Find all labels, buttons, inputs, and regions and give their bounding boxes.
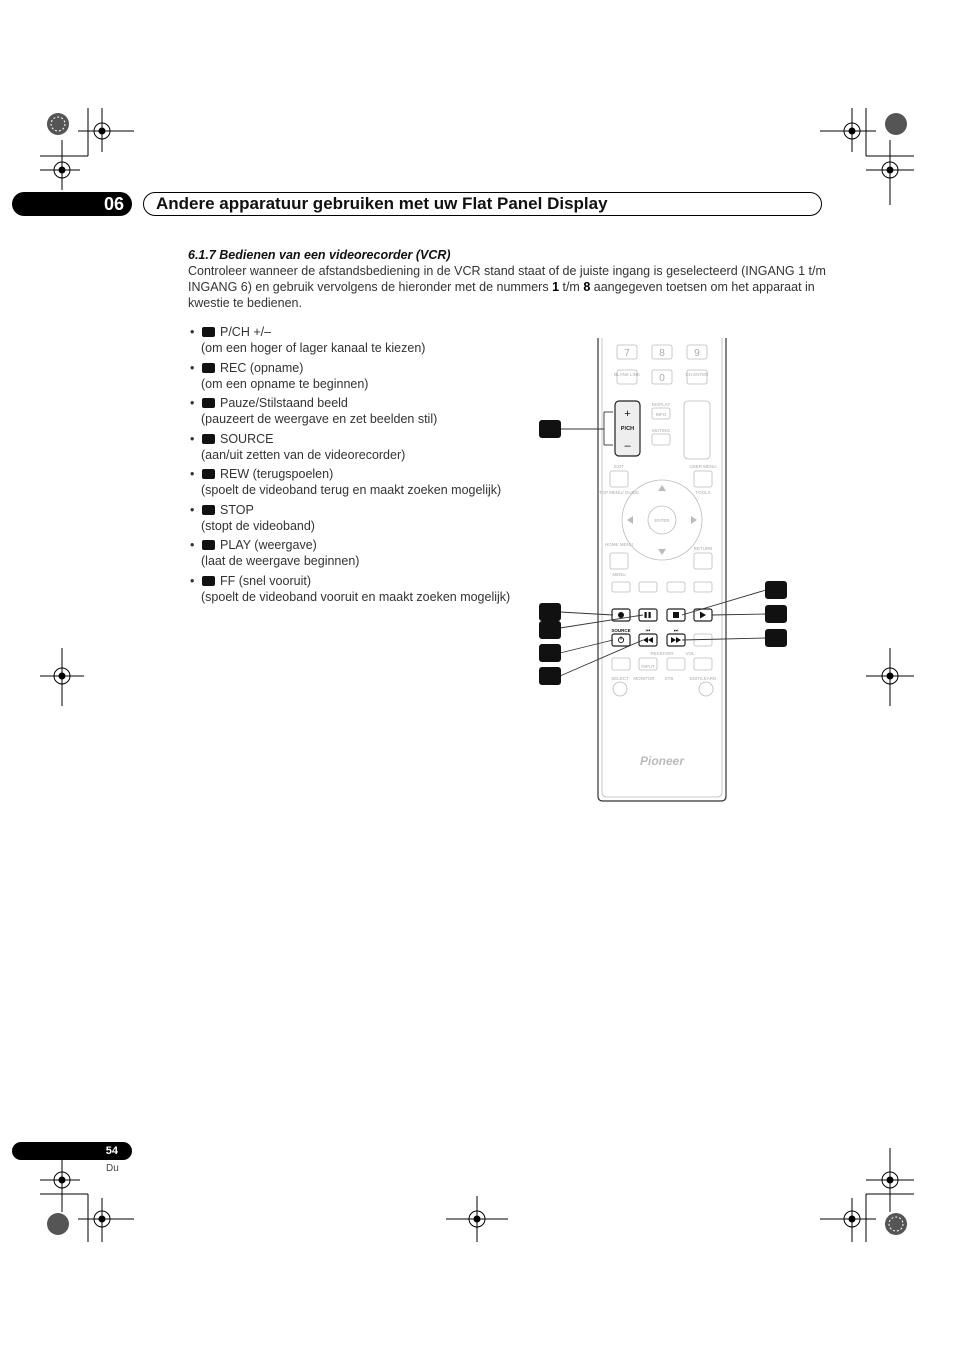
pch-minus: – bbox=[624, 440, 631, 452]
list-item: • P/CH +/– (om een hoger of lager kanaal te kiezen) bbox=[190, 325, 426, 355]
remote-stb-label: STB bbox=[664, 676, 674, 681]
list-item: • Pauze/Stilstaand beeld (pauzeert de weergave en zet beelden stil) bbox=[190, 396, 438, 426]
remote-key-8: 8 bbox=[659, 348, 665, 359]
chapter-number: 06 bbox=[12, 192, 132, 216]
remote-menu-label: MENU bbox=[612, 572, 626, 577]
list-item: • REW (terugspoelen) (spoelt de videoband terug en maakt zoeken mogelijk) bbox=[190, 467, 502, 497]
remote-blank-label: BLANK LINK bbox=[613, 372, 641, 377]
remote-key-7: 7 bbox=[624, 348, 630, 359]
section-intro: Controleer wanneer de afstandsbediening in de VCR stand staat of de juiste ingang is geselecteerd (INGANG 1 t/m INGANG 6) en gebruik vervolgens de hieronder met de nummers 1 t/m 8 aangegeven toetsen om het apparaat in kwestie te bedienen. bbox=[188, 264, 826, 310]
list-item: • PLAY (weergave) (laat de weergave beginnen) bbox=[190, 538, 360, 568]
language-code: Du bbox=[106, 1163, 119, 1174]
remote-select-label: SELECT bbox=[611, 676, 629, 681]
pch-plus: + bbox=[624, 408, 631, 420]
remote-muting-label: MUTING bbox=[652, 428, 670, 433]
remote-key-0: 0 bbox=[659, 373, 665, 384]
remote-home-label: HOME MENU bbox=[605, 542, 633, 547]
chapter-title: Andere apparatuur gebruiken met uw Flat Panel Display bbox=[143, 192, 822, 216]
list-item: • SOURCE (aan/uit zetten van de videorecorder) bbox=[190, 431, 406, 462]
section-title: 6.1.7 Bedienen van een videorecorder (VCR) bbox=[188, 248, 451, 262]
callout-marker-8 bbox=[765, 629, 787, 647]
callout-marker-7 bbox=[765, 605, 787, 623]
callout-marker-3 bbox=[539, 621, 561, 639]
remote-input-label: INPUT bbox=[641, 664, 655, 669]
remote-topmenu-label: TOP MENU/ GUIDE bbox=[598, 490, 640, 495]
remote-tools-label: TOOLS bbox=[695, 490, 711, 495]
remote-ch-enter-label: CH ENTER bbox=[685, 372, 709, 377]
callout-marker-4 bbox=[539, 644, 561, 662]
pch-label: P/CH bbox=[620, 426, 635, 432]
remote-enter-label: ENTER bbox=[654, 518, 670, 523]
page-number: 54 bbox=[12, 1142, 132, 1160]
remote-monitor-label: MONITOR bbox=[633, 676, 655, 681]
svg-text:⏮: ⏮ bbox=[645, 628, 651, 634]
list-item: • STOP (stopt de videoband) bbox=[190, 502, 315, 533]
svg-text:⏭: ⏭ bbox=[673, 628, 679, 634]
remote-brand-logo: Pioneer bbox=[639, 754, 685, 768]
callout-marker-5 bbox=[539, 667, 561, 685]
remote-display-label: DISPLAY bbox=[651, 402, 671, 407]
callout-marker-2 bbox=[539, 603, 561, 621]
list-item: • REC (opname) (om een opname te beginnen) bbox=[190, 360, 369, 391]
callout-marker-1 bbox=[539, 420, 561, 438]
remote-key-9: 9 bbox=[694, 348, 700, 359]
remote-source-label: SOURCE bbox=[611, 628, 631, 633]
remote-usermenu-label: USER MENU bbox=[689, 464, 717, 469]
remote-exit-label: EXIT bbox=[613, 464, 625, 469]
remote-receiver-label: RECEIVER bbox=[650, 651, 674, 656]
remote-editlearn-label: EDIT/LEARN bbox=[689, 676, 717, 681]
list-item: • FF (snel vooruit) (spoelt de videoband vooruit en maakt zoeken mogelijk) bbox=[190, 573, 511, 604]
remote-return-label: RETURN bbox=[693, 546, 713, 551]
remote-vol-label: VOL bbox=[685, 651, 695, 656]
remote-info-label: INFO bbox=[655, 412, 667, 417]
callout-marker-6 bbox=[765, 581, 787, 599]
